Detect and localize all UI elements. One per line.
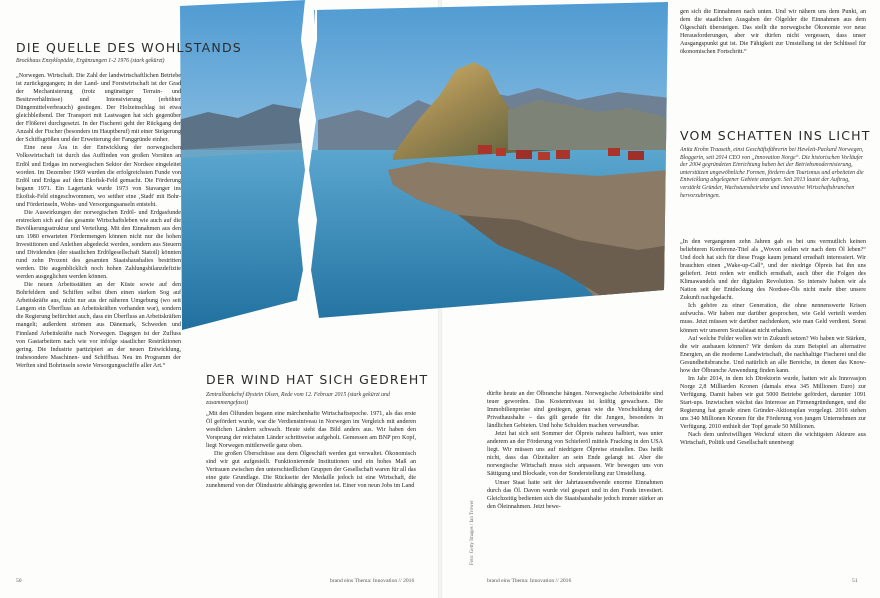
paragraph: Jetzt hat sich seit Sommer der Ölpreis nahezu halbiert, was unter anderem an der Förderung von Schieferöl mittels Fracking in den USA liegt. Wir müssen uns auf niedrigere Ölpreise einstellen. Das heißt nicht, dass das Ölzeitalter an sein Ende gelangt ist. Aber die norwegische Wirtschaft muss sich anpassen. Wir bewegen uns von Sättigung und Blockade, von der Sonderstellung zur Umstellung. xyxy=(487,431,663,478)
page-number-right: 51 xyxy=(852,578,858,584)
page-number-left: 50 xyxy=(16,578,22,584)
paragraph: Im Jahr 2014, in dem ich Direktorin wurde, hatten wir als Innovasjon Norge 2,8 Milliarden Kronen (damals etwa 345 Millionen Euro) zur Verfügung. Damit haben wir gut 5000 Betriebe gefördert, darunter 1091 Start-ups. Inzwischen wächst das Interesse an Firmengründungen, und die Regierung hat gerade einen Gründer-Aktionsplan vorgelegt. 2016 stehen uns 340 Millionen Kronen für die Förderung von jungen Unternehmen zur Verfügung. 2010 enthielt der Topf gerade 50 Millionen. xyxy=(680,375,866,431)
paragraph: Ich gehöre zu einer Generation, die ohne nennenswerte Krisen aufwuchs. Wir haben nur darüber gesprochen, wie Geld verteilt werden muss. Jetzt müssen wir darüber nachdenken, wie man Geld verdient. Sonst können wir unseren Sozialstaat nicht erhalten. xyxy=(680,303,866,334)
heading-quelle: DIE QUELLE DES WOHLSTANDS xyxy=(16,40,242,55)
column-right-2 xyxy=(680,238,866,568)
footer-right: brand eins Thema: Innovation // 2016 xyxy=(487,578,572,584)
paragraph: Die neuen Arbeitsstätten an der Küste sowie auf den Bohrfeldern und Schiffen selbst üben einen starken Sog auf Arbeitskräfte aus, nicht nur aus der näheren Umgebung (wo seit Langem ein Überfluss an Arbeitskräften vorhanden war), sondern die Regierung befürchtet auch, dass ein Überfluss an Arbeitskräften mangelt; außerdem strömen aus Dänemark, Schweden und Finnland Arbeitskräfte nach Norwegen. Dagegen ist der Zufluss von Gastarbeitern nach wie vor infolge staatlicher Restriktionen gering. Die Industrie partizipiert an der neuen Entwicklung, insbesondere Maschinen- und Schiffbau. Neu im Programm der Werften sind Bohrinseln sowie Versorgungsschiffe aller Art.“ xyxy=(16,282,181,369)
column-left-2 xyxy=(206,410,416,570)
photo-piece-right xyxy=(298,0,670,335)
paragraph: „Norwegen. Wirtschaft. Die Zahl der landwirtschaftlichen Betriebe ist zurückgegangen; in der Land- und Forstwirtschaft ist der Grad der Mechanisierung (trotz ungünstiger Terrain- und Besitzverhältnisse) und Intensivierung (erhöhter Düngemittelverbrauch) gestiegen. Der Holzeinschlag ist etwa gleichbleibend. Der Transport mit Lastwagen hat sich gegenüber der Flößerei durchgesetzt. In der Fischerei geht der Rückgang der Anzahl der Fischer (besonders im Hauptberuf) mit einer Steigerung der Schiffsgrößen und der Erweiterung der Fanggründe einher. xyxy=(16,73,181,144)
source-traaseth: Anita Krohn Traaseth, einst Geschäftsführerin bei Hewlett-Packard Norwegen, Bloggerin, seit 2014 CEO von „Innovation Norge“. Die historischen Vorläufer der 2004 gegründeten Einrichtung haben bei der Betriebsmodernisierung, unterstützen ungewöhnliche Formen, fördern den Tourismus und arbeiteten die Entwicklung abgelegener Gebiete anzeigen. Seit 2013 lautet der Auftrag, verstärkt Gründer, Wachstumsbetriebe und innovative Wirtschaftsbranchen hervorzubringen. xyxy=(680,147,864,199)
heading-wind: DER WIND HAT SICH GEDREHT xyxy=(206,372,429,387)
paragraph: Die großen Überschüsse aus dem Ölgeschäft werden gut verwaltet. Ökonomisch sind wir gut aufgestellt. Funktionierende Institutionen und ein hohes Maß an Vertrauen zwischen den unterschiedlichen Gruppen der Gesellschaft waren für all das eine gute Grundlage. Die Rückseite der Medaille jedoch ist eine Wirtschaft, die zunehmend von der Ölindustrie abhängig geworden ist. Einer von neun Jobs im Land xyxy=(206,451,416,490)
column-left-1 xyxy=(16,72,181,497)
heading-schatten: VOM SCHATTEN INS LICHT xyxy=(680,128,871,143)
source-brockhaus: Brockhaus Enzyklopädie, Ergänzungen 1-2 1976 (stark gekürzt) xyxy=(16,58,165,64)
paragraph: Nach dem unfreiwilligen Weckruf sitzen die wichtigsten Akteure aus Wirtschaft, Politik und Gesellschaft unentwegt xyxy=(680,432,866,447)
paragraph: gen sich die Einnahmen nach unten. Und wir nähern uns dem Punkt, an dem die staatlichen Ausgaben der Ölgelder die Einnahmen aus dem Ölgeschäft übersteigen. Das stellt die norwegische Ökonomie vor neue Herausforderungen, aber wir dürfen nicht vergessen, dass unser Ausgangspunkt gut ist. Die Fähigkeit zur Umstellung ist der Schlüssel für ökonomischen Fortschritt.“ xyxy=(680,9,866,56)
footer-left: brand eins Thema: Innovation // 2016 xyxy=(330,578,415,584)
paragraph: „Mit den Ölfunden begann eine märchenhafte Wirtschaftsepoche. 1971, als das erste Öl gefördert wurde, war die Verdienstniveau in Norwegen im Vergleich mit anderen westlichen Ländern schwach. Heute sieht das Bild anders aus. Wir haben den Vorsprung der reichsten Länder schrittweise aufgeholt. Gemessen am BNP pro Kopf, liegt Norwegen mittlerweile ganz oben. xyxy=(206,411,416,450)
source-olsen: Zentralbankchef Øystein Olsen, Rede vom 12. Februar 2015 (stark gekürzt und zusammengefasst) xyxy=(206,392,390,406)
paragraph: dürfte heute an der Ölbranche hängen. Norwegische Arbeitskräfte sind teuer geworden. Das Kostenniveau ist kräftig gewachsen. Die Immobilienpreise sind gestiegen, genau wie die Verschuldung der Privathaushalte – das gilt gerade für die Jungen, besonders in ländlichen Gebieten. Und hohe Schulden machen verwundbar. xyxy=(487,391,663,430)
photo-credit: Foto: Getty Images / Ian Trower xyxy=(470,500,475,565)
paragraph: Auf welche Felder wollen wir in Zukunft setzen? Wo haben wir Stärken, die wir ausbauen können? Wir denken da zum Beispiel an alternative Energien, an die moderne Landwirtschaft, die nachhaltige Fischerei und die Gesundheitsbranche. Und natürlich an alle Bereiche, in denen das Know-how der Ölbranche Anwendung finden kann. xyxy=(680,335,866,374)
paragraph: Eine neue Ära in der Entwicklung der norwegischen Volkswirtschaft ist durch das Auffinden von großen Vorräten an Erdöl und Erdgas im norwegischen Sektor der Nordsee eingeleitet worden. Im Dezember 1969 wurden die erfolgreichsten Funde von Erdöl und Erdgas auf dem Ekofisk-Feld gemacht. Die Förderung begann 1971. Ein Lagertank wurde 1973 von Stavanger ins Ekofisk-Feld eingeschwommen, wo seither eine ‚Stadt' mit Bohr- und Förderinseln, Wohn- und Versorgungsanseln entsteht. xyxy=(16,145,181,208)
column-right-1 xyxy=(487,390,663,570)
paragraph: „In den vergangenen zehn Jahren gab es bei uns vermutlich keinen beliebteren Konferenz-Titel als „Wovon sollen wir nach dem Öl leben?“ Und doch hat sich für diese Frage kaum jemand ernsthaft interessiert. Wir brauchten einen „Wake-up-Call“, und der niedrige Ölpreis hat ihn uns geliefert. Jetzt reden wir endlich ernsthaft, auch über die Folgen des Klimawandels und der digitalen Revolution. So intensiv haben wir als Nation seit der Entdeckung des Nordsee-Öls nicht mehr über unsere Zukunft nachgedacht. xyxy=(680,239,866,302)
landscape-photo xyxy=(178,0,670,335)
paragraph: Unser Staat hatte seit der Jahrtausendwende enorme Einnahmen durch das Öl. Davon wurde viel gespart und in den Fonds investiert. Gleichzeitig bedienten sich die Staatshaushalte jedoch immer stärker an den Öleinnahmen. Jetzt bewe- xyxy=(487,479,663,510)
column-right-top xyxy=(680,8,866,104)
paragraph: Die Auswirkungen der norwegischen Erdöl- und Erdgasfunde erstrecken sich auf das gesamte Wirtschaftsleben wie auch auf die Bevölkerungsstruktur und Verteilung. Mit den Einnahmen aus den um 1980 erwarteten Fördermengen können nicht nur die hohen Investitionen und Anleihen abgedeckt werden, sondern aus Steuern und Dividenden (der staatlichen Erdölgesellschaft Statoil) könnten rund zehn Prozent des gesamten Staatshaushaltes bestritten werden. Die augenblicklich noch hohen Zahlungsbilanzdefizite werden ausgeglichen werden können. xyxy=(16,209,181,281)
